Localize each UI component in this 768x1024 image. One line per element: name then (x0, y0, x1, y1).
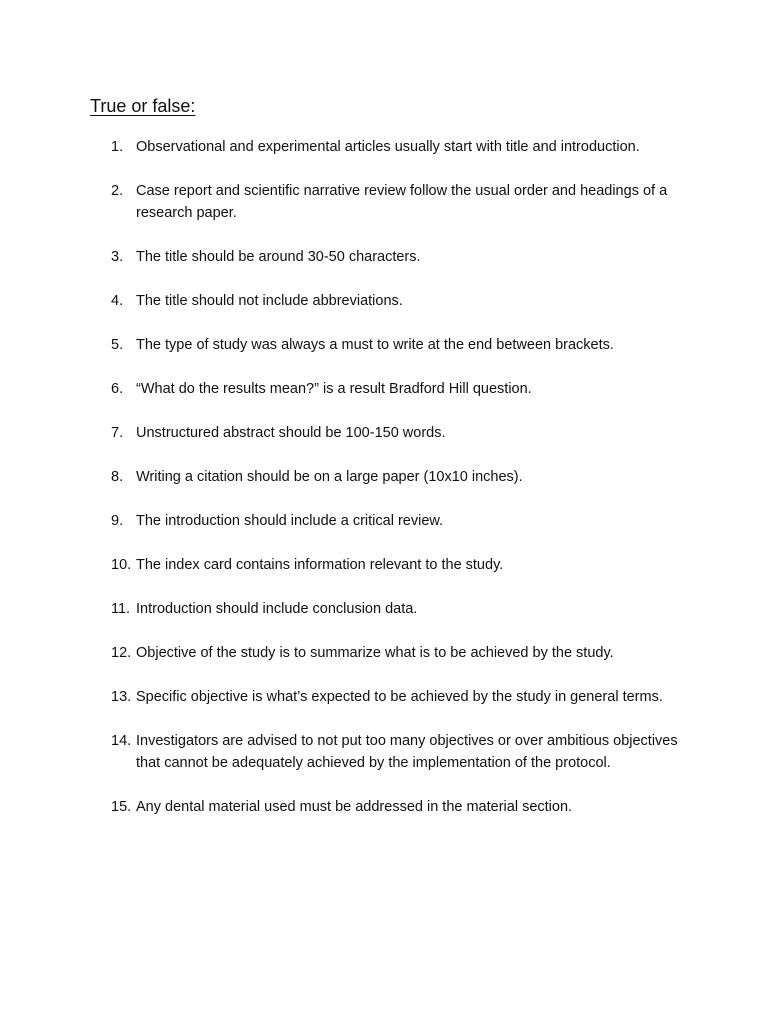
question-item (111, 510, 689, 532)
question-item (111, 246, 689, 268)
question-text: Observational and experimental articles usually start with title and introduction. (136, 139, 640, 155)
question-item (111, 180, 689, 224)
question-number: 11. (111, 601, 131, 617)
question-text: The introduction should include a critical review. (136, 513, 444, 529)
question-item (111, 422, 689, 444)
question-number: 8. (111, 469, 124, 485)
question-item (111, 554, 689, 576)
page-title: True or false: (90, 96, 196, 116)
question-text: Case report and scientific narrative review follow the usual order and headings of a research paper. (136, 183, 668, 221)
question-item (111, 730, 689, 774)
question-text: The type of study was always a must to write at the end between brackets. (136, 337, 614, 353)
question-item (111, 686, 689, 708)
question-text: Unstructured abstract should be 100-150 words. (136, 425, 446, 441)
question-item (111, 378, 689, 400)
question-item (111, 334, 689, 356)
question-text: The title should not include abbreviations. (136, 293, 403, 309)
question-number: 13. (111, 689, 132, 705)
question-item (111, 598, 689, 620)
question-text: Writing a citation should be on a large paper (10x10 inches). (136, 469, 523, 485)
question-text: Specific objective is what’s expected to be achieved by the study in general terms. (136, 689, 663, 705)
true-false-question-list (111, 136, 689, 840)
question-item (111, 290, 689, 312)
question-number: 2. (111, 183, 124, 199)
question-number: 3. (111, 249, 124, 265)
question-number: 5. (111, 337, 124, 353)
question-text: The index card contains information relevant to the study. (136, 557, 504, 573)
question-text: The title should be around 30-50 characters. (136, 249, 421, 265)
question-number: 14. (111, 733, 132, 749)
question-number: 10. (111, 557, 132, 573)
question-number: 6. (111, 381, 124, 397)
question-text: Objective of the study is to summarize what is to be achieved by the study. (136, 645, 614, 661)
question-item (111, 466, 689, 488)
question-text: Investigators are advised to not put too many objectives or over ambitious objectives that cannot be adequately achieved by the implementation of the protocol. (136, 733, 678, 771)
question-number: 7. (111, 425, 124, 441)
question-text: “What do the results mean?” is a result Bradford Hill question. (136, 381, 532, 397)
question-item (111, 796, 689, 818)
question-text: Introduction should include conclusion data. (136, 601, 418, 617)
question-number: 9. (111, 513, 124, 529)
question-number: 1. (111, 139, 124, 155)
question-number: 15. (111, 799, 132, 815)
question-item (111, 642, 689, 664)
question-number: 12. (111, 645, 132, 661)
question-number: 4. (111, 293, 124, 309)
question-item (111, 136, 689, 158)
question-text: Any dental material used must be addressed in the material section. (136, 799, 573, 815)
